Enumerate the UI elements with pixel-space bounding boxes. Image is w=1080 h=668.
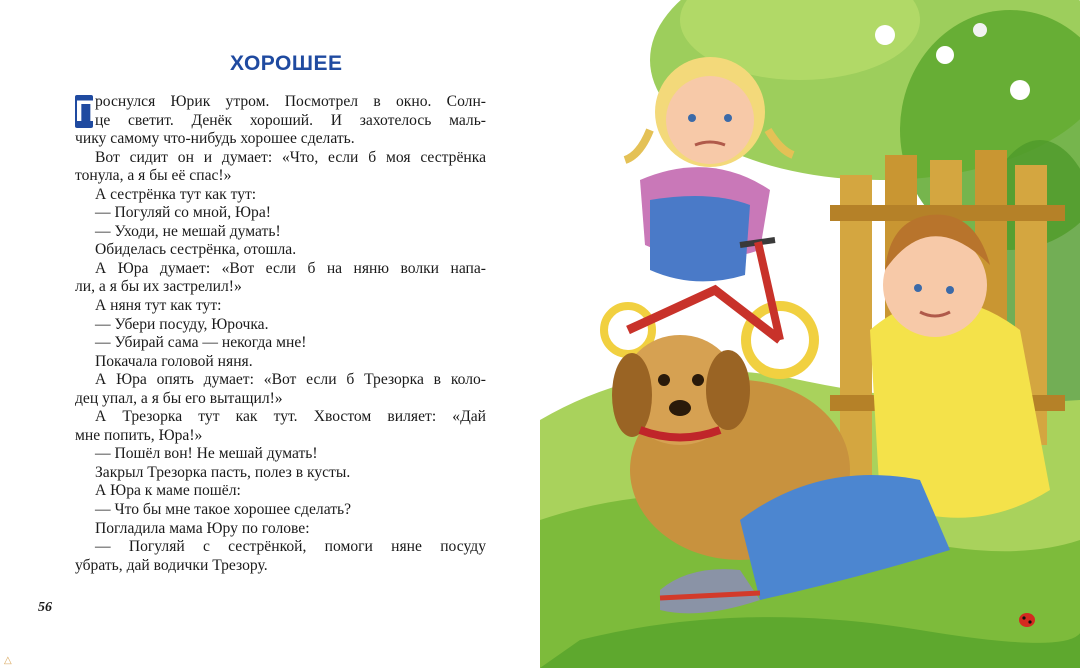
story-title: ХОРОШЕЕ [230,52,343,75]
story-line: Обиделась сестрёнка, отошла. [95,241,297,259]
story-line: убрать, дай водички Трезору. [75,556,268,574]
story-text [75,93,486,575]
story-line: дец упал, а я бы его вытащил!» [75,389,283,407]
story-line: А сестрёнка тут как тут: [95,185,257,203]
story-line: А Юра думает: «Вот если б на няню волки напа- [95,259,486,277]
story-line: чику самому что-нибудь хорошее сделать. [75,130,355,148]
story-lines [75,93,486,575]
story-line: А няня тут как тут: [95,297,222,315]
story-line: А Юра к маме пошёл: [95,482,241,500]
ladybug-icon [1019,613,1035,627]
story-line: тонула, а я бы её спас!» [75,167,232,185]
page-number: 56 [38,600,52,615]
drop-cap: П [75,95,97,128]
story-line: Покачала головой няня. [95,352,253,370]
story-line: — Погуляй со мной, Юра! [95,204,271,222]
corner-mark-icon: △ [4,655,12,666]
story-line: А Юра опять думает: «Вот если б Трезорка в коло- [95,371,486,389]
story-line: Закрыл Трезорка пасть, полез в кусты. [95,463,351,481]
story-line: — Уходи, не мешай думать! [95,222,281,240]
story-line: роснулся Юрик утром. Посмотрел в окно. Солн- [95,93,486,110]
story-line: — Погуляй с сестрёнкой, помоги няне посуду [95,538,486,556]
story-line: мне попить, Юра!» [75,426,203,444]
story-line: Погладила мама Юру по голове: [95,519,310,537]
story-line: Вот сидит он и думает: «Что, если б моя сестрёнка [95,148,486,166]
story-line: ли, а я бы их застрелил!» [75,278,242,296]
story-line: це светит. Денёк хороший. И захотелось маль- [95,111,486,129]
story-line: — Убирай сама — некогда мне! [95,334,307,352]
illustration [540,0,1080,668]
right-page [540,0,1080,668]
story-line: — Убери посуду, Юрочка. [95,315,269,333]
story-line: А Трезорка тут как тут. Хвостом виляет: «Дай [95,408,486,426]
story-line: — Пошёл вон! Не мешай думать! [95,445,318,463]
story-line: — Что бы мне такое хорошее сделать? [95,501,352,519]
